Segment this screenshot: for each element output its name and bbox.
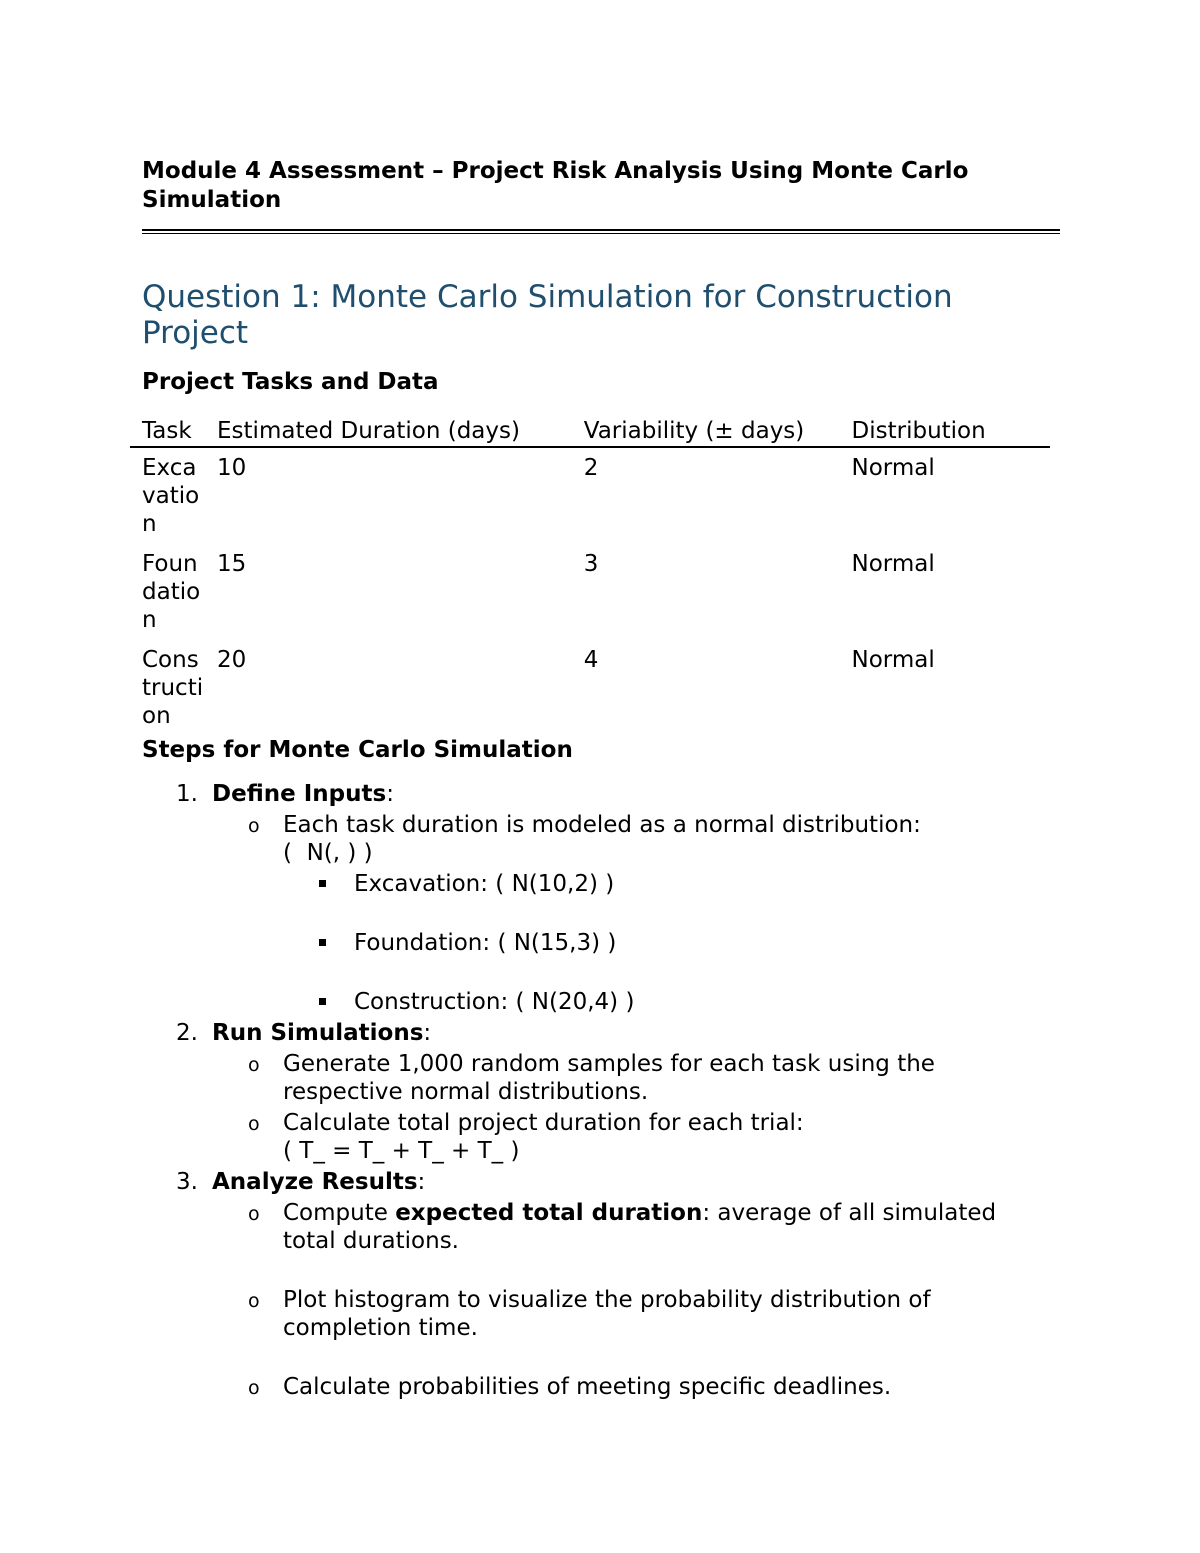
circle-bullet-icon: o (248, 1113, 260, 1135)
cell-task: Excavation (142, 455, 200, 537)
circle-bullet-icon: o (248, 1203, 260, 1225)
list-item (212, 1050, 1042, 1106)
circle-bullet-icon: o (248, 1290, 260, 1312)
document-title: Module 4 Assessment – Project Risk Analysis Using Monte Carlo Simulation (142, 158, 969, 213)
step-colon: : (386, 781, 394, 807)
cell-task: Foundation (142, 551, 201, 633)
step-colon: : (417, 1169, 426, 1195)
distribution-list (283, 870, 1042, 1016)
steps-list (142, 780, 1042, 1404)
cell-distribution: Normal (851, 647, 935, 673)
cell-duration: 10 (217, 455, 247, 481)
question-heading: Question 1: Monte Carlo Simulation for Construction Project (142, 279, 953, 351)
circle-bullet-icon: o (248, 1054, 260, 1076)
steps-heading: Steps for Monte Carlo Simulation (142, 737, 573, 763)
list-item (212, 1199, 1042, 1255)
square-bullet-icon (319, 998, 326, 1005)
step-heading (212, 1019, 1042, 1047)
cell-distribution: Normal (851, 551, 935, 577)
step-bullets (212, 1199, 1042, 1401)
square-bullet-icon (319, 880, 326, 887)
bullet-text: Calculate probabilities of meeting specific deadlines. (283, 1374, 892, 1400)
bullet-text: Each task duration is modeled as a normal distribution: (283, 812, 921, 838)
circle-bullet-icon: o (248, 815, 260, 837)
formula-text: ( N(, ) ) (283, 840, 373, 866)
title-divider (142, 229, 1060, 234)
step-title: Analyze Results (212, 1169, 418, 1195)
list-item (283, 870, 1042, 898)
tasks-table (130, 417, 1050, 736)
cell-variability: 4 (583, 647, 599, 673)
cell-duration: 20 (217, 647, 247, 673)
step-title: Run Simulations (212, 1020, 424, 1046)
bullet-text-bold: expected total duration (395, 1200, 703, 1226)
tasks-heading: Project Tasks and Data (142, 369, 439, 395)
table-row (130, 640, 1050, 736)
bullet-text: Calculate total project duration for each trial: (283, 1110, 804, 1136)
table-row (130, 544, 1050, 640)
step-colon: : (423, 1020, 432, 1046)
cell-task: Construction (142, 647, 204, 729)
square-bullet-icon (319, 939, 326, 946)
step-run-simulations (142, 1019, 1042, 1165)
list-item (212, 1109, 1042, 1165)
bullet-text-suffix: : average of all simulated total durations. (283, 1200, 997, 1254)
list-item (212, 811, 1042, 1016)
list-item (283, 988, 1042, 1016)
circle-bullet-icon: o (248, 1377, 260, 1399)
step-analyze-results (142, 1168, 1042, 1401)
header-task: Task (130, 417, 205, 447)
step-heading (212, 780, 1042, 808)
cell-variability: 3 (583, 551, 599, 577)
bullet-text: Plot histogram to visualize the probability distribution of completion time. (283, 1287, 931, 1341)
list-item (212, 1286, 1042, 1342)
header-distribution: Distribution (840, 417, 1050, 447)
step-bullets (212, 811, 1042, 1016)
bullet-text-prefix: Compute (283, 1200, 396, 1226)
step-number: 1. (176, 781, 198, 807)
step-bullets (212, 1050, 1042, 1165)
header-variability: Variability (± days) (572, 417, 840, 447)
step-number: 3. (176, 1169, 198, 1195)
cell-duration: 15 (217, 551, 247, 577)
formula-text: ( T_ = T_ + T_ + T_ ) (283, 1138, 520, 1164)
bullet-text: Construction: ( N(20,4) ) (354, 989, 635, 1015)
step-number: 2. (176, 1020, 198, 1046)
bullet-text: Generate 1,000 random samples for each task using the respective normal distributions. (283, 1051, 935, 1105)
list-item (212, 1373, 1042, 1401)
step-title: Define Inputs (212, 781, 387, 807)
cell-variability: 2 (583, 455, 599, 481)
cell-distribution: Normal (851, 455, 935, 481)
table-header-row (130, 417, 1050, 447)
step-define-inputs (142, 780, 1042, 1016)
bullet-text: Foundation: ( N(15,3) ) (354, 930, 617, 956)
table-row (130, 447, 1050, 544)
header-duration: Estimated Duration (days) (205, 417, 572, 447)
list-item (283, 929, 1042, 957)
step-heading (212, 1168, 1042, 1196)
bullet-text: Excavation: ( N(10,2) ) (354, 871, 615, 897)
